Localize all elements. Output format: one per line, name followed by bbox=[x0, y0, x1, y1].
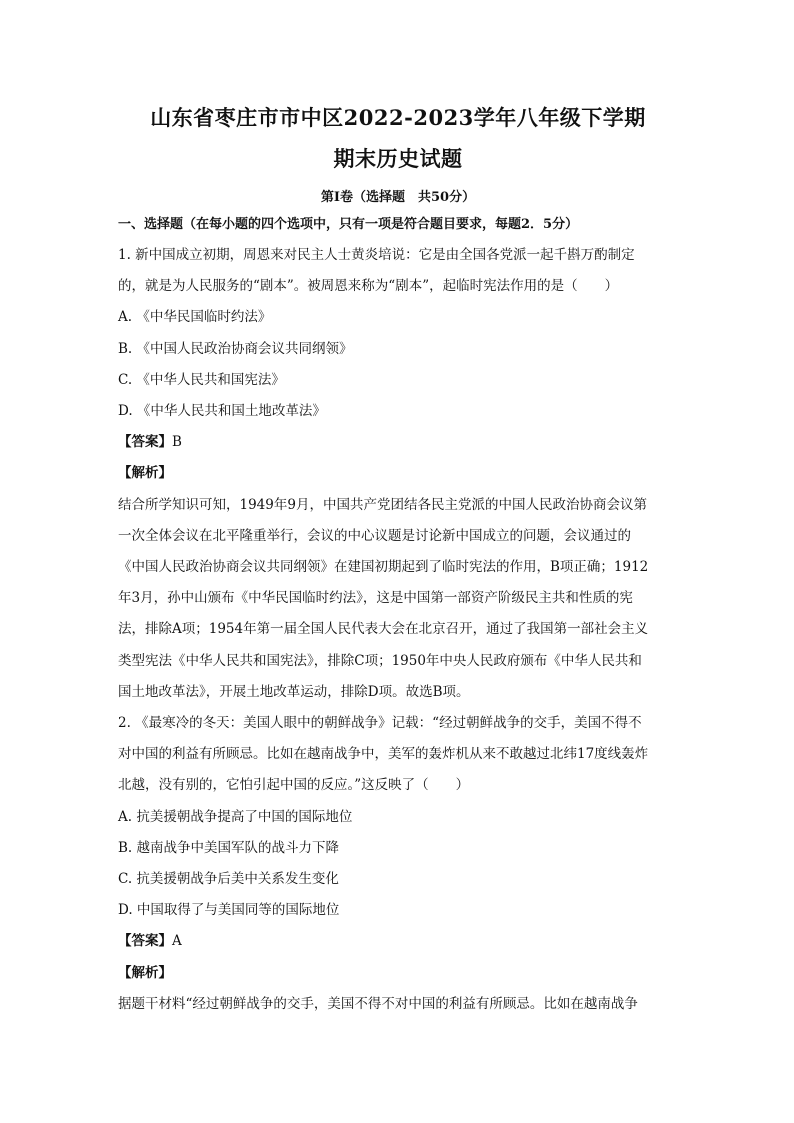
question-stem-line: 的，就是为人民服务的“剧本”。被周恩来称为“剧本”，起临时宪法作用的是（ ） bbox=[118, 278, 619, 295]
analysis-line: 年3月，孙中山颁布《中华民国临时约法》，这是中国第一部资产阶级民主共和性质的宪 bbox=[118, 590, 633, 607]
option-d: D. 中国取得了与美国同等的国际地位 bbox=[118, 902, 340, 919]
volume-heading: 第Ⅰ卷（选择题 共50分） bbox=[320, 190, 476, 205]
option-b: B. 越南战争中美国军队的战斗力下降 bbox=[118, 839, 340, 856]
analysis-line: 法，排除A项；1954年第一届全国人民代表大会在北京召开，通过了我国第一部社会主义 bbox=[118, 621, 649, 638]
analysis-label: 【解析】 bbox=[118, 465, 172, 482]
option-d: D. 《中华人民共和国土地改革法》 bbox=[118, 403, 326, 420]
exam-page bbox=[118, 98, 678, 1020]
page-title-line-2: 期末历史试题 bbox=[333, 146, 463, 171]
answer-label: 【答案】 bbox=[118, 434, 172, 451]
option-c: C. 《中华人民共和国宪法》 bbox=[118, 371, 285, 388]
question-1 bbox=[118, 240, 678, 708]
option-b: B. 《中国人民政治协商会议共同纲领》 bbox=[118, 340, 353, 357]
analysis-line: 类型宪法《中华人民共和国宪法》，排除C项；1950年中央人民政府颁布《中华人民共和 bbox=[118, 652, 642, 669]
analysis-line: 据题干材料“经过朝鲜战争的交手，美国不得不对中国的利益有所顾忌。比如在越南战争 bbox=[118, 995, 638, 1012]
question-stem-line: 对中国的利益有所顾忌。比如在越南战争中，美军的轰炸机从来不敢越过北纬17度线轰炸 bbox=[118, 746, 649, 763]
analysis-line: 《中国人民政治协商会议共同纲领》在建国初期起到了临时宪法的作用，B项正确；1912 bbox=[118, 559, 649, 576]
answer-value: A bbox=[172, 933, 182, 950]
answer-label: 【答案】 bbox=[118, 933, 172, 950]
section-heading: 一、选择题（在每小题的四个选项中，只有一项是符合题目要求，每题2．5分） bbox=[118, 217, 579, 232]
analysis-line: 一次全体会议在北平隆重举行，会议的中心议题是讨论新中国成立的问题，会议通过的 bbox=[118, 527, 631, 544]
question-stem-line: 2. 《最寒冷的冬天：美国人眼中的朝鲜战争》记载：“经过朝鲜战争的交手，美国不得不 bbox=[118, 715, 642, 732]
option-a: A. 《中华民国临时约法》 bbox=[118, 309, 272, 326]
question-2 bbox=[118, 708, 678, 1020]
analysis-line: 国土地改革法》，开展土地改革运动，排除D项。故选B项。 bbox=[118, 683, 470, 700]
question-stem-line: 1. 新中国成立初期，周恩来对民主人士黄炎培说：它是由全国各党派一起千斟万酌制定 bbox=[118, 247, 635, 263]
analysis-line: 结合所学知识可知，1949年9月，中国共产党团结各民主党派的中国人民政治协商会议第 bbox=[118, 496, 647, 513]
answer-row bbox=[118, 427, 678, 458]
question-stem-line: 北越，没有别的，它怕引起中国的反应。”这反映了（ ） bbox=[118, 777, 470, 794]
analysis-label: 【解析】 bbox=[118, 964, 172, 981]
page-title-line-1: 山东省枣庄市市中区2022-2023学年八年级下学期 bbox=[150, 105, 646, 130]
answer-value: B bbox=[172, 434, 182, 451]
option-c: C. 抗美援朝战争后美中关系发生变化 bbox=[118, 871, 339, 888]
answer-row bbox=[118, 926, 678, 957]
option-a: A. 抗美援朝战争提高了中国的国际地位 bbox=[118, 808, 353, 825]
